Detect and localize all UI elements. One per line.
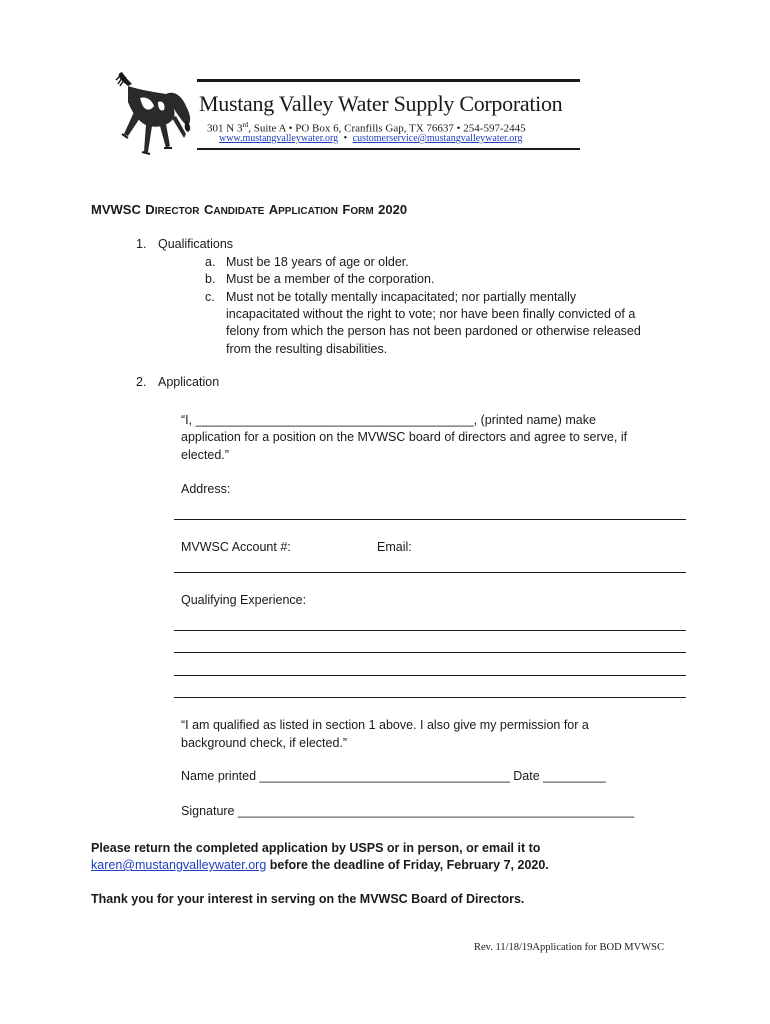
letterhead-bottom-rule <box>197 148 580 150</box>
bucking-horse-logo <box>114 72 196 156</box>
qual-a-marker: a. <box>205 255 216 269</box>
org-contact-line: www.mustangvalleywater.org • customerservice@mustangvalleywater.org <box>219 133 523 144</box>
experience-field-line-4[interactable] <box>174 697 686 698</box>
permission-statement-line1: “I am qualified as listed in section 1 above. I also give my permission for a <box>181 718 589 732</box>
revision-note: Rev. 11/18/19Application for BOD MVWSC <box>474 942 664 953</box>
email-label: Email: <box>377 540 412 554</box>
org-name: Mustang Valley Water Supply Corporation <box>199 91 563 116</box>
address-field-line[interactable] <box>174 519 686 520</box>
qual-c-text-line1: Must not be totally mentally incapacitated; nor partially mentally <box>226 290 577 304</box>
application-statement-line3: elected.” <box>181 448 229 462</box>
qual-c-text-line3: felony from which the person has not been pardoned or otherwise released <box>226 324 641 338</box>
section1-number: 1. <box>136 237 147 251</box>
permission-statement-line2: background check, if elected.” <box>181 736 348 750</box>
section1-heading: Qualifications <box>158 237 234 251</box>
letterhead-top-rule <box>197 79 580 82</box>
qual-b-text: Must be a member of the corporation. <box>226 272 435 286</box>
form-title: MVWSC DIRECTOR CANDIDATE APPLICATION FORM 2020 <box>91 202 408 217</box>
qual-c-text-line2: incapacitated without the right to vote; nor have been finally convicted of a <box>226 307 636 321</box>
name-printed-date-field[interactable]: Name printed ____________________________________ Date _________ <box>181 769 606 783</box>
account-number-label: MVWSC Account #: <box>181 540 291 554</box>
return-instructions-line2: karen@mustangvalleywater.org before the deadline of Friday, February 7, 2020. <box>91 858 549 872</box>
experience-field-line-2[interactable] <box>174 652 686 653</box>
experience-field-line-3[interactable] <box>174 675 686 676</box>
return-instructions-line1: Please return the completed application by USPS or in person, or email it to <box>91 841 541 855</box>
website-link[interactable]: www.mustangvalleywater.org <box>219 133 339 144</box>
application-statement-line1[interactable]: “I, ________________________________________, (printed name) make <box>181 413 596 427</box>
thank-you-note: Thank you for your interest in serving on the MVWSC Board of Directors. <box>91 892 525 906</box>
application-statement-line2: application for a position on the MVWSC board of directors and agree to serve, if <box>181 430 628 444</box>
experience-field-line-1[interactable] <box>174 630 686 631</box>
qual-b-marker: b. <box>205 272 216 286</box>
account-email-field-line[interactable] <box>174 572 686 573</box>
org-address: 301 N 3rd, Suite A • PO Box 6, Cranfills Gap, TX 76637 • 254-597-2445 <box>207 121 526 135</box>
section2-number: 2. <box>136 375 147 389</box>
section2-heading: Application <box>158 375 220 389</box>
karen-email-link[interactable]: karen@mustangvalleywater.org <box>91 858 267 872</box>
address-label: Address: <box>181 482 231 496</box>
customer-service-email-link[interactable]: customerservice@mustangvalleywater.org <box>352 133 523 144</box>
signature-field[interactable]: Signature _________________________________________________________ <box>181 804 635 818</box>
qual-a-text: Must be 18 years of age or older. <box>226 255 409 269</box>
qual-c-marker: c. <box>205 290 215 304</box>
qual-c-text-line4: from the resulting disabilities. <box>226 342 388 356</box>
qualifying-experience-label: Qualifying Experience: <box>181 593 307 607</box>
